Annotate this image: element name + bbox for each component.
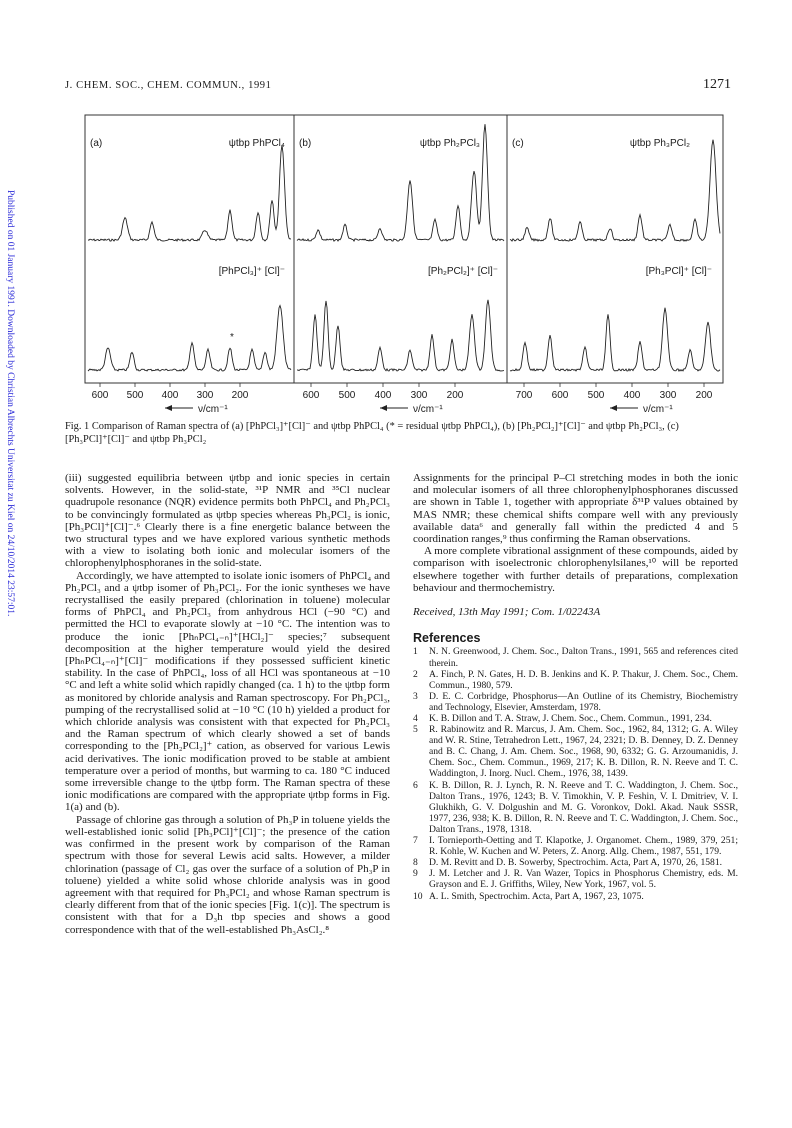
axis-tick-label: 600 [302,390,320,401]
axis-tick-label: 200 [231,390,249,401]
reference-item [413,713,738,724]
panel-bottom-label: [Ph₃PCl]⁺ [Cl]⁻ [645,266,712,277]
reference-number: 5 [413,724,418,736]
panel-letter: (a) [90,138,103,149]
reference-number: 8 [413,857,418,869]
raman-figure [80,102,730,420]
axis-arrow-head [380,405,387,411]
download-note-text[interactable]: Published on 01 January 1991. Downloaded by Christian Albrechts Universitat zu Kiel on 24/10/2014 23:57:01. [5,190,15,617]
reference-list [413,646,738,901]
axis-tick-label: 400 [623,390,641,401]
axis-tick-label: 600 [91,390,109,401]
axis-tick-label: 400 [374,390,392,401]
reference-text: A. Finch, P. N. Gates, H. D. B. Jenkins and K. P. Thakur, J. Chem. Soc., Chem. Commun., 1980, 579. [429,668,738,691]
axis-arrow-head [610,405,617,411]
panel-top-label: ψtbp Ph₃PCl₂ [629,138,690,149]
axis-tick-label: 700 [515,390,533,401]
panel-top-label: ψtbp Ph₂PCl₃ [419,138,480,149]
axis-tick-label: 400 [161,390,179,401]
axis-tick-label: 500 [338,390,356,401]
reference-number: 1 [413,646,418,658]
reference-item [413,780,738,835]
reference-item [413,646,738,668]
reference-text: J. M. Letcher and J. R. Van Wazer, Topics in Phosphorus Chemistry, eds. M. Grayson and E. J. Griffiths, Wiley, New York, 1967, vol. 5. [429,868,738,891]
paragraph: A more complete vibrational assignment of these compounds, aided by comparison with isoelectronic chlorophenylsilanes,¹⁰ will be reported elsewhere together with further details of preparations, complexation behaviour and thermochemistry. [413,545,738,594]
spectrum-ionic-line [297,300,504,371]
axis-tick-label: 300 [196,390,214,401]
left-column [65,472,390,936]
axis-label: ν/cm⁻¹ [413,404,443,415]
reference-item [413,835,738,857]
panel-top-label: ψtbp PhPCl₄ [228,138,285,149]
panel-bottom-label: [PhPCl₃]⁺ [Cl]⁻ [218,266,285,277]
axis-label: ν/cm⁻¹ [643,404,673,415]
reference-text: N. N. Greenwood, J. Chem. Soc., Dalton Trans., 1991, 565 and references cited therein. [429,646,738,669]
panel-letter: (b) [299,138,312,149]
spectrum-molecular-line [510,140,720,241]
reference-number: 10 [413,890,423,902]
figure-caption: Fig. 1 Comparison of Raman spectra of (a) [PhPCl₃]⁺[Cl]⁻ and ψtbp PhPCl₄ (* = residual ψtbp PhPCl₄), (b) [Ph₂PCl₂]⁺[Cl]⁻ and ψtbp Ph₂PCl₃, (c) [Ph₃PCl]⁺[Cl]⁻ and ψtbp Ph₃PCl₂ [65,421,679,445]
reference-text: K. B. Dillon, R. J. Lynch, R. N. Reeve and T. C. Waddington, J. Chem. Soc., Dalton Trans., 1976, 1243; B. V. Timokhin, V. P. Feshin, V. I. Dmitriev, V. I. Glukhikh, G. V. Dolgushin and M. G. Voronkov, Dokl. Akad. Nauk SSSR, 1977, 236, 938; K. B. Dillon, R. N. Reeve and T. C. Waddington, J. Chem. Soc., Dalton Trans., 1978, 1318. [429,779,738,835]
reference-number: 6 [413,779,418,791]
reference-text: K. B. Dillon and T. A. Straw, J. Chem. Soc., Chem. Commun., 1991, 234. [429,713,712,724]
axis-tick-label: 500 [126,390,144,401]
references-heading: References [413,631,481,646]
download-watermark [3,190,15,660]
reference-item [413,891,738,902]
axis-tick-label: 200 [446,390,464,401]
journal-header: J. CHEM. SOC., CHEM. COMMUN., 1991 [65,80,272,91]
spectrum-ionic-line [88,306,291,371]
axis-label: ν/cm⁻¹ [198,404,228,415]
axis-arrow-head [165,405,172,411]
raman-spectra-svg [80,102,730,420]
axis-tick-label: 300 [659,390,677,401]
spectrum-ionic-line [510,308,720,371]
reference-text: R. Rabinowitz and R. Marcus, J. Am. Chem. Soc., 1962, 84, 1312; G. A. Wiley and W. R. Stine, Tetrahedron Lett., 1967, 24, 2321; D. B. Denney, D. Z. Denney and B. C. Chang, J. Am. Chem. Soc., 1968, 90, 6332; G. G. Arzoumanidis, J. Chem. Soc., Chem. Commun., 1969, 217; K. B. Dillon, R. N. Reeve and T. C. Waddington, J. Inorg. Nucl. Chem., 1976, 38, 1439. [429,724,738,780]
axis-tick-label: 300 [410,390,428,401]
reference-item [413,857,738,868]
axis-tick-label: 600 [551,390,569,401]
reference-number: 2 [413,668,418,680]
reference-number: 9 [413,868,418,880]
paragraph: (iii) suggested equilibria between ψtbp and ionic species in certain solvents. However, in the solid-state, ³¹P NMR and ³⁵Cl nuclear quadrupole resonance (NQR) evidence permits both PhPCl₄ and Ph₂PCl₃ to be convincingly formulated as ψtbp species whereas Ph₃PCl₂ is ionic, [Ph₃PCl]⁺[Cl]⁻.⁶ Clearly there is a fine energetic balance between the two structural types and we have explored various synthetic methods with a view to isolating both ionic and molecular isomers of the chlorophenylphosphoranes in the solid-state. [65,472,390,570]
reference-item [413,724,738,779]
reference-text: A. L. Smith, Spectrochim. Acta, Part A, 1967, 23, 1075. [429,890,644,902]
page-number: 1271 [703,77,731,92]
paragraph: Accordingly, we have attempted to isolate ionic isomers of PhPCl₄ and Ph₂PCl₃ and a ψtbp isomer of Ph₃PCl₂. For the ionic syntheses we have recrystallised the easily prepared (chlorination in toluene) molecular forms of PhPCl₄ and Ph₂PCl₃ from anhydrous HCl (−90 °C) and permitted the HCl to evaporate slowly at −10 °C. The intention was to produce the ionic [PhₙPCl₄₋ₙ]⁺[HCl₂]⁻ species;⁷ subsequent decomposition at the higher temperature would yield the desired [PhₙPCl₄₋ₙ]⁺[Cl]⁻ modifications if they possessed sufficient kinetic stability. In the case of PhPCl₄, loss of all HCl was spontaneous at −10 °C and left a white solid which rapidly changed (ca. 1 h) to the ψtbp form as monitored by chloride analysis and Raman spectroscopy. For Ph₂PCl₃, pumping of the recrystallised solid at −10 °C (10 h) yielded a product for which chloride analysis was consistent with that expected for Ph₂PCl₃ and the Raman spectrum of which clearly showed a set of bands corresponding to the [Ph₂PCl₂]⁺ cation, as observed for various Lewis acid derivatives. The ionic modification proved to be stable at ambient temperature over a period of months, but warming to ca. 180 °C induced some irreversible change to the ψtbp form. The Raman spectra of these ionic modifications are compared with the appropriate ψtbp forms in Fig. 1(a) and (b). [65,569,390,814]
received-line: Received, 13th May 1991; Com. 1/02243A [413,606,601,619]
panel-bottom-label: [Ph₂PCl₂]⁺ [Cl]⁻ [428,266,498,277]
axis-tick-label: 200 [695,390,713,401]
reference-text: D. E. C. Corbridge, Phosphorus—An Outline of its Chemistry, Biochemistry and Technology, Elsevier, Amsterdam, 1978. [429,690,738,713]
paragraph: Passage of chlorine gas through a solution of Ph₃P in toluene yields the well-established ionic solid [Ph₃PCl]⁺[Cl]⁻; the presence of the cation was confirmed in the present work by comparison of the Raman spectrum with those for several Lewis acid salts. However, a milder chlorination (passage of Cl₂ gas over the surface of a solution of Ph₃P in toluene) yielded a white solid whose chloride analysis was in good agreement with that required for Ph₃PCl₂ and whose Raman spectrum is clearly different from that of the ionic species [Fig. 1(c)]. The spectrum is consistent with that for a D₃h tbp species and shows a good correspondence with that of the well-established Ph₃AsCl₂.⁸ [65,813,390,936]
residual-asterisk: * [230,332,234,343]
panel-letter: (c) [512,138,524,149]
reference-item [413,691,738,713]
reference-number: 4 [413,713,418,724]
reference-item [413,868,738,890]
right-column [413,472,738,902]
reference-number: 7 [413,835,418,847]
figure-frame [85,115,723,383]
reference-item [413,669,738,691]
reference-text: I. Tornieporth-Oetting and T. Klapotke, J. Organomet. Chem., 1989, 379, 251; R. Kohle, W. Kuchen and W. Peters, Z. Anorg. Allg. Chem., 1987, 551, 179. [429,835,738,858]
axis-tick-label: 500 [587,390,605,401]
reference-number: 3 [413,690,418,702]
reference-text: D. M. Revitt and D. B. Sowerby, Spectrochim. Acta, Part A, 1970, 26, 1581. [429,857,723,869]
spectrum-molecular-line [88,145,291,241]
paragraph: Assignments for the principal P–Cl stretching modes in both the ionic and molecular isomers of all three chlorophenylphosphoranes discussed are shown in Table 1, together with appropriate δ³¹P values obtained by MAS NMR; these chemical shifts compare well with any previously available data⁶ and generally fall within the predicted 4 and 5 coordination ranges,⁹ thus confirming the Raman observations. [413,472,738,546]
